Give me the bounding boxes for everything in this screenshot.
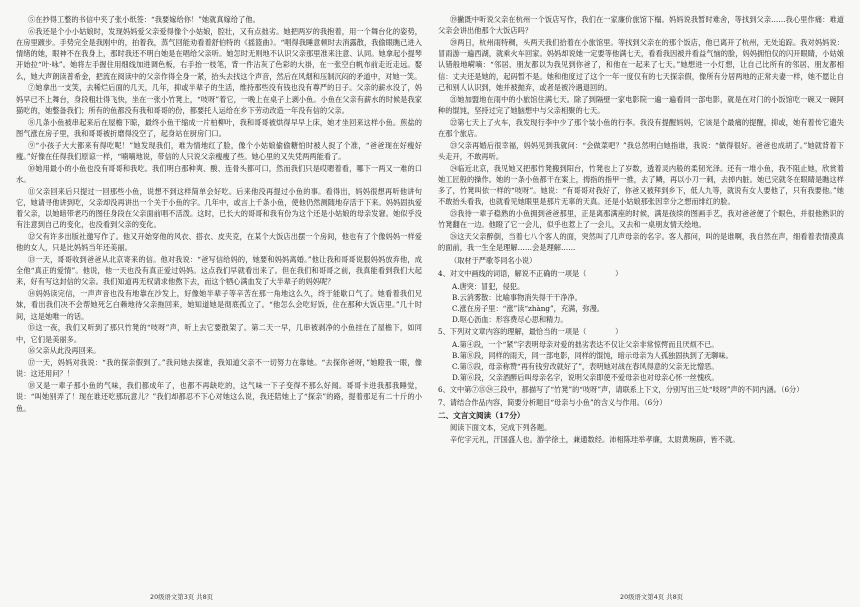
paragraph-9: ⑨“小孩子大大都来有得吃呢！”她发现我们，难为情地红了脸，像个小姑娘偷偷糖怕时被人捉了个准，“爸爸现在好瘦好瘦。”好像在任得我们原谅一样，“喃喃地说，带信的人只说父亲瘦瘦了些。她心里的又失凭两两能看了。 xyxy=(16,140,422,161)
paragraph-7: ⑦她拿出一支笑，去稀烂后面的几天，几年，抑或半辈子的生活，维持那些没有钱也没有尊严的日子。父亲的薪水没了，妈妈早已不上舞台，身段粗壮得飞快，坐在一张小竹凳上，“吱呀”着它，一晚上在桌子上剥小鱼。小鱼在父亲有薪水的时候是我家猫吃的，她整备我们；所有的鱼都没有我和哥哥的份，都要托人运给在乡下劳动改造一年没有信的父亲。 xyxy=(16,83,422,115)
paragraph-8: ⑧几条小鱼被串起来后在屋檐下晾，最终小鱼干缩成一片柏柳叶，我和哥哥被烘得早早上床，她才坐回来这样小鱼。煎盐的图气涨在房子里，我和哥哥被折磨得没空了，起身站在厨房门口。 xyxy=(16,117,422,138)
question-4-option-a: A.唐突：冒犯，侵犯。 xyxy=(452,281,525,291)
paragraph-21: ㉑她加盟地在雨中的小旅馆住满七天。除了到隔壁一家电影院一遍一遍看同一部电影，就是在对门的小饭馆吃一碗又一碗阿种的馄饨，坚持过完了她脑想中与父亲相聚的七天。 xyxy=(438,94,844,115)
question-5-option-b: B.第⑧段，同样的雨天，同一部电影，同样的馄饨，暗示母亲为人孤独固执到了无聊味。 xyxy=(452,350,733,360)
question-6: 6、文中第⑦⑮㉔三段中，都描写了“竹凳”的“吱呀”声，请联系上下文，分别写出三处“吱呀”声的不同内涵。（6分） xyxy=(438,385,804,395)
right-column xyxy=(438,14,844,587)
paragraph-19: ⑲撇既中听说父亲在杭州一个饭店写作，我们在一家廉价旅馆下榻。妈妈说我暂时难舍，等找到父亲……我心里作痛：难道父亲会讲出他那个大饭店吗？ xyxy=(438,15,844,36)
paragraph-20: ⑳两日，杭州雨特稠，头两天我们拾着在小旅馆里。等找到父亲在的那个饭店，他已离开了杭州，无处追踪。我对妈妈说：冒雨游一遍西湖，就乘火车回家。妈妈却说她一定要等他满七天，看看我因被并看益气恼的脸，妈妈拥怕仅的闪开眼睛，小姑娘认错般地嗬嘀：“邻居、朋友都以为我见到你爸了，和他在一起来了七天。”她想进一小灯想，让自己比所有的邻居、朋友都相信：丈夫还是她的，起码暂不是。她和他度过了这个一年一度仅有的七天探亲假，像所有分居两地的正常夫妻一样，她不愿让自己和别人认识到，她并被抛弃，或者是被冷遇退回的。 xyxy=(438,38,844,92)
paragraph-18: ⑱又是一辈子那小鱼的气味，我们都成年了，也都不再缺吃的，这气味一下子变得不那么好闻。哥哥卡进我那我睡觉，说：“叫她别弄了！现在谁还吃那玩意儿？”我们却都忍不下心对她这么说，我还陪她上了“探亲”的路，提着那足有二十斤的小鱼。 xyxy=(16,381,422,413)
paragraph-12: ⑫父有许多出版社邀写作了。他又开始穿他的风衣、搭衣、皮夹克，在某个大饭店出摆一个房间，他也有了个像妈妈一样爱他的女人，只是比妈妈当年还美丽。 xyxy=(16,232,422,253)
page-footer-left: 20级语文第3页 共8页 xyxy=(150,593,214,601)
section-instructions: 阅读下面文本，完成下列各题。 xyxy=(450,422,552,432)
paragraph-14: ⑭妈妈读完信，一声声音也没有地靠在沙发上，好像她半辈子等辛苦在那一角地这么久，终于能歇口气了。她看着我们兄妹，看出我们决不会帮她死乞白赖地待父亲拖回来，她知道她是彻底孤立了。“他怎么会吃好饭，住在那种大饭店里。”几十时间，这是她唯一的话。 xyxy=(16,289,422,321)
paragraph-26: ㉖这天父亲醉倒，当着七八个客人的面，突然叫了几声母亲的名字。客人都问，叫的是谁啊，我自然在声，细看着表情漠真的面前，我一生全是理解……会是理解…… xyxy=(438,232,844,253)
question-5-option-c: C.第⑤段，母亲称赞“再有钱穷改就好了”，表明她对战在春风得意的父亲无比憎恶。 xyxy=(452,362,719,372)
paragraph-13: ⑬一天，哥哥收到爸爸从北京寄来的信。他对我说：“爸写信给妈的，她要和妈妈离婚。”他让我和哥哥说服妈妈放弃他，成全他“真正的爱情”。他说，他一天也没有真正爱过妈妈。这点我们早就看出来了。但在我们和哥哥之前，我真能看到我们大起来，好有写这封信的父亲。我们知道再无权请求他熬下去，而这个牺心满血发了大半辈子的妈妈呢？ xyxy=(16,255,422,287)
paragraph-15: ⑮这一夜，我们又听到了那只竹凳的“吱呀”声，听上去它要散架了。第二天一早，几串被剥净的小鱼挂在了屋檐下，如同中，它们是美丽多。 xyxy=(16,323,422,344)
left-column xyxy=(16,14,422,587)
question-5-option-a: A.第④段，一个“紧”字表明母亲对爱的拙劣表达不仅让父亲非常惊愕而且厌烦不已。 xyxy=(452,339,719,349)
classical-passage: 辛佗字元礼，汗国盛人也。游学徐土，兼通数经。沛相陈珪举孝廉，太尉黄琬辟，皆不就。 xyxy=(450,434,740,444)
section-title: 二、文言文阅读（17分） xyxy=(438,410,525,420)
question-5: 5、下列对文章内容的理解，最恰当的一项是（ ） xyxy=(438,327,623,337)
question-4-option-d: D.呕心沥血：形容费尽心思和精力。 xyxy=(452,315,568,325)
question-5-option-d: D.第⑥段，父亲酒醉后叫母亲名字，说明父亲即使不爱母亲也对母亲心怀一丝愧疚。 xyxy=(452,373,719,383)
question-4-option-b: B.云消雾散：比喻事物消失得干干净净。 xyxy=(452,292,582,302)
paragraph-11: ⑪父亲回来后只提过一回那些小鱼，说想不到这样简单会好吃。后来他没再提过小鱼的事。看得出，妈妈很想再听他讲句它，她请寻他讲到吃，父亲却没再讲出一个关于小鱼的字。几年中，或言上千条小鱼，使他仍然测随地存活于下来。妈妈固执爱着父亲，以她暗带老巧的图任身段在父亲面前唱不活泼。这时，已长大的哥哥和我有份为这个还是小姑娘的母亲发窘。她似乎没有注意到自己的变化，也没看到父亲的变化。 xyxy=(16,186,422,230)
paragraph-23: ㉓父亲再婚后很幸福，妈妈见到我就问：“会做菜吧？”我总然明白她指谁，我说：“做得很好。爸爸也成胡了。”她就背着下头走开，不敢再听。 xyxy=(438,140,844,161)
paragraph-25: ㉕我待一辈子稳熟的小鱼拥到爸爸那里，正是离那满座的时候，满是孩续的图画手艺，我对爸爸便了个眼色，并很他熟识的竹凳翻在一边。他瞪了它一会儿，似乎也惹上了一会儿，又去和一桌朋友情天绘地。 xyxy=(438,209,844,230)
page-footer-right: 20级语文第4页 共8页 xyxy=(620,593,684,601)
paragraph-24: ㉔临近北京，我见她又把那竹凳搬到阳台，竹凳也上了岁数，透着灵内般的柔韧光泽。还有一堆小鱼，我不阻止她，欣赏着她工匠般的操作。她的一条小鱼都干在案上，拇指的指甲一推，去了鳞，再以小刀一刺，去掉内脏。她已完就冬在眼睛是瞧这样多了，竹凳叫依一样的“吱呀”。她说：“有哥哥对我好了，你爸又被拜到乡下，低人九等，就说有女人要他了，只有我要他。”她不敢抬头看我，也就看见她眼里是那片无辜的天真。还是小姑娘那张因幸分之想而绯红的脸。 xyxy=(438,163,844,207)
paragraph-16: ⑯父亲从此没再回来。 xyxy=(28,346,101,356)
question-4: 4、对文中画线的词语，解说不正确的一项是（ ） xyxy=(438,269,623,279)
source-note: （取材于严歌苓同名小说） xyxy=(450,256,537,266)
paragraph-5: ⑤在抄得工整的书信中夹了张小纸签：“我要嫁给你！”她就真嫁给了他。 xyxy=(28,15,260,24)
question-4-option-c: C.涨在房子里：“涨”读“zhàng”，充满，弥漫。 xyxy=(452,304,604,314)
paragraph-22: ㉒第七天上了火车，我发现行李中少了那个装小鱼的行李。我没有提醒妈妈，它该是个最痛的提醒，抑或，她有着传它遗失在那个旅店。 xyxy=(438,117,844,138)
paragraph-10: ⑩她用最小的小鱼也没有哥哥和我吃。我们明白那种爽、酸、连骨头都可口，然而我们只是哎嗯着看，哪下一两又一难的口水。 xyxy=(16,163,422,184)
paragraph-17: ⑰一天，妈妈对我说：“我的探亲假到了。”我问她去探谁，我知道父亲不一切努力在靠她。“去探你爸呀，”她瞪我一眼，像说：这还用问？！ xyxy=(16,358,422,379)
paragraph-6: ⑥我还是个小小姑娘时，发现妈妈爱父亲爱得像个小姑娘，腔壮，又有点拙劣。她把两岁的我抱着，用一个舞台化的姿势，在房里踱步。手势完全是我刚中的，拍着我，蒸气回能劝看着舒伯特的《摇篮曲》。“唱得我睡意顿时去消露散，我偷眼瞧己进入情绪的她，眼神不在我身上，那时我还不明白她是在唱给父亲听。她怎时无则地不认识父亲那里准来注意、认同。她拿起小提琴开始拉“叶·咏”。她将左手握住用细线加进调色板，右手抬一枝笔，背一件沾灰了色彩的大褂，在一张空白帆布前走近走远。娶么，她大声朗读普希金，把流在阅读中的父亲作得全身一紧，抬头去找这个声音，然后在风烟和压制沉闷的矛道中，对她一笑。 xyxy=(16,26,422,81)
question-7: 7、请结合作品内容，简要分析题目“母亲与小鱼”的含义与作用。（6分） xyxy=(438,397,667,407)
